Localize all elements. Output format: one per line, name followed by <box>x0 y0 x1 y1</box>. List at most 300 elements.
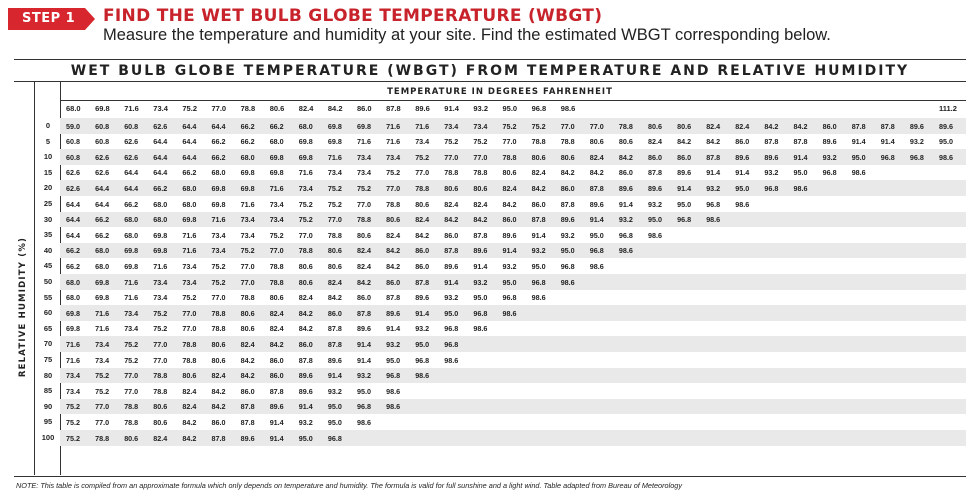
table-cell: 80.6 <box>240 324 255 334</box>
table-cell: 86.0 <box>386 277 401 287</box>
table-cell: 75.2 <box>124 339 139 349</box>
table-cell: 91.4 <box>444 277 459 287</box>
table-cell: 80.6 <box>153 402 168 412</box>
table-cell: 68.0 <box>153 199 168 209</box>
table-cell: 78.8 <box>618 121 633 131</box>
footnote: NOTE: This table is compiled from an approximate formula which only depends on temperature and humidity. The formula is valid for full sunshine and a light wind. Table adapted from Bureau of Meteorology <box>16 481 682 490</box>
table-cell: 93.2 <box>327 386 342 396</box>
table-cell: 87.8 <box>269 386 284 396</box>
table-cell: 68.0 <box>153 215 168 225</box>
table-cell: 77.0 <box>95 417 110 427</box>
table-cell: 87.8 <box>706 152 721 162</box>
table-cell: 68.0 <box>211 168 226 178</box>
table-cell: 80.6 <box>211 339 226 349</box>
table-cell: 73.4 <box>269 199 284 209</box>
table-cell: 87.8 <box>648 168 662 178</box>
rh-value: 40 <box>43 245 53 255</box>
temperature-header: 84.2 <box>327 104 343 113</box>
table-cell: 80.6 <box>502 168 517 178</box>
table-cell: 62.6 <box>124 137 139 147</box>
table-cell: 78.8 <box>182 355 197 365</box>
table-cell: 87.8 <box>240 402 255 412</box>
table-cell: 82.4 <box>589 152 604 162</box>
column-group-label: TEMPERATURE IN DEGREES FAHRENHEIT <box>387 87 613 97</box>
table-cell: 96.8 <box>531 277 546 287</box>
table-cell: 84.2 <box>386 246 401 256</box>
table-cell: 89.6 <box>939 121 953 131</box>
temperature-header: 111.2 <box>939 104 957 113</box>
table-cell: 96.8 <box>444 339 459 349</box>
temperature-header: 80.6 <box>269 104 285 113</box>
table-cell: 71.6 <box>182 246 197 256</box>
table-cell: 64.4 <box>182 137 197 147</box>
table-cell: 89.6 <box>677 168 692 178</box>
table-cell: 77.0 <box>327 215 342 225</box>
table-cell: 77.0 <box>473 152 488 162</box>
temperature-header: 78.8 <box>240 104 256 113</box>
table-cell: 96.8 <box>386 371 401 381</box>
table-cell: 77.0 <box>124 386 139 396</box>
table-cell: 75.2 <box>327 199 342 209</box>
temperature-header: 95.0 <box>502 104 518 113</box>
table-cell: 95.0 <box>648 215 662 225</box>
table-cell: 77.0 <box>269 246 284 256</box>
temperature-header: 89.6 <box>415 104 430 113</box>
table-cell: 80.6 <box>153 417 168 427</box>
table-cell: 84.2 <box>386 261 401 271</box>
table-cell: 84.2 <box>444 215 459 225</box>
table-cell: 73.4 <box>153 277 168 287</box>
table-cell: 86.0 <box>240 386 255 396</box>
table-cell: 82.4 <box>473 199 488 209</box>
table-cell: 80.6 <box>560 152 575 162</box>
table-cell: 84.2 <box>706 137 721 147</box>
table-cell: 91.4 <box>473 261 488 271</box>
table-cell: 96.8 <box>589 246 604 256</box>
table-cell: 77.0 <box>182 324 197 334</box>
table-cell: 82.4 <box>182 386 197 396</box>
table-cell: 77.0 <box>153 355 168 365</box>
table-cell: 66.2 <box>124 199 139 209</box>
table-title: WET BULB GLOBE TEMPERATURE (WBGT) FROM TEMPERATURE AND RELATIVE HUMIDITY <box>70 63 910 79</box>
table-cell: 73.4 <box>211 246 226 256</box>
table-cell: 95.0 <box>677 199 692 209</box>
divider-header <box>60 100 966 101</box>
table-cell: 77.0 <box>95 402 110 412</box>
table-cell: 89.6 <box>327 355 342 365</box>
table-cell: 68.0 <box>95 261 110 271</box>
table-cell: 89.6 <box>909 121 924 131</box>
table-cell: 91.4 <box>269 433 284 443</box>
table-cell: 75.2 <box>182 293 197 303</box>
table-cell: 96.8 <box>880 152 895 162</box>
table-cell: 68.0 <box>182 199 197 209</box>
table-cell: 73.4 <box>444 121 459 131</box>
table-cell: 69.8 <box>211 183 226 193</box>
table-cell: 93.2 <box>648 199 662 209</box>
table-cell: 69.8 <box>211 199 226 209</box>
rh-axis-divider <box>34 82 35 475</box>
table-cell: 87.8 <box>560 199 575 209</box>
table-cell: 78.8 <box>124 417 139 427</box>
table-cell: 71.6 <box>66 339 80 349</box>
table-cell: 84.2 <box>211 386 226 396</box>
table-cell: 95.0 <box>386 355 401 365</box>
table-cell: 75.2 <box>66 417 80 427</box>
table-cell: 69.8 <box>153 230 168 240</box>
table-cell: 91.4 <box>851 137 866 147</box>
temperature-header: 91.4 <box>444 104 459 113</box>
temperature-header: 71.6 <box>124 104 139 113</box>
table-cell: 95.0 <box>502 277 517 287</box>
table-cell: 77.0 <box>182 308 197 318</box>
table-cell: 93.2 <box>415 324 430 334</box>
table-cell: 84.2 <box>298 308 313 318</box>
table-cell: 98.6 <box>589 261 604 271</box>
divider-title <box>14 81 966 82</box>
table-cell: 77.0 <box>124 371 139 381</box>
table-cell: 86.0 <box>531 199 546 209</box>
table-cell: 64.4 <box>124 168 139 178</box>
table-cell: 69.8 <box>66 324 80 334</box>
table-cell: 84.2 <box>182 433 197 443</box>
rh-value: 65 <box>43 323 53 333</box>
temperature-header: 68.0 <box>66 104 81 113</box>
table-cell: 89.6 <box>386 308 401 318</box>
table-cell: 69.8 <box>269 168 284 178</box>
temperature-header: 98.6 <box>560 104 576 113</box>
table-cell: 89.6 <box>589 199 604 209</box>
temperature-header: 82.4 <box>298 104 314 113</box>
table-cell: 66.2 <box>211 137 226 147</box>
table-cell: 96.8 <box>560 261 575 271</box>
table-cell: 73.4 <box>240 230 255 240</box>
table-cell: 78.8 <box>211 308 226 318</box>
table-cell: 84.2 <box>677 137 692 147</box>
table-cell: 84.2 <box>415 230 430 240</box>
table-cell: 69.8 <box>95 277 110 287</box>
table-cell: 80.6 <box>473 183 488 193</box>
table-cell: 87.8 <box>880 121 895 131</box>
table-cell: 75.2 <box>95 371 110 381</box>
table-cell: 73.4 <box>95 339 110 349</box>
table-cell: 78.8 <box>124 402 139 412</box>
table-cell: 80.6 <box>677 121 692 131</box>
table-cell: 98.6 <box>618 246 633 256</box>
table-cell: 91.4 <box>269 417 284 427</box>
table-cell: 89.6 <box>473 246 488 256</box>
table-cell: 73.4 <box>357 152 371 162</box>
table-cell: 95.0 <box>793 168 808 178</box>
temperature-header: 93.2 <box>473 104 488 113</box>
table-cell: 98.6 <box>444 355 459 365</box>
table-cell: 87.8 <box>327 339 342 349</box>
table-cell: 87.8 <box>298 355 313 365</box>
table-cell: 84.2 <box>211 402 226 412</box>
table-cell: 87.8 <box>240 417 255 427</box>
table-cell: 64.4 <box>66 215 80 225</box>
table-cell: 91.4 <box>793 152 808 162</box>
table-cell: 64.4 <box>182 121 197 131</box>
table-cell: 84.2 <box>473 215 488 225</box>
table-cell: 84.2 <box>618 152 633 162</box>
table-cell: 71.6 <box>124 293 139 303</box>
table-cell: 95.0 <box>357 386 371 396</box>
table-cell: 73.4 <box>211 230 226 240</box>
table-cell: 80.6 <box>124 433 139 443</box>
table-cell: 82.4 <box>386 230 401 240</box>
table-cell: 95.0 <box>735 183 750 193</box>
table-cell: 93.2 <box>618 215 633 225</box>
table-cell: 87.8 <box>415 277 430 287</box>
table-cell: 75.2 <box>153 324 168 334</box>
table-cell: 68.0 <box>298 121 313 131</box>
table-cell: 71.6 <box>327 152 342 162</box>
table-cell: 91.4 <box>415 308 430 318</box>
rh-value: 5 <box>45 136 51 146</box>
step-badge: STEP 1 <box>8 8 85 30</box>
table-cell: 93.2 <box>502 261 517 271</box>
table-cell: 75.2 <box>327 183 342 193</box>
table-cell: 96.8 <box>473 308 488 318</box>
table-cell: 86.0 <box>357 293 371 303</box>
table-cell: 78.8 <box>269 261 284 271</box>
table-cell: 59.0 <box>66 121 80 131</box>
table-cell: 75.2 <box>211 261 226 271</box>
table-cell: 84.2 <box>764 121 779 131</box>
table-cell: 89.6 <box>822 137 837 147</box>
table-cell: 73.4 <box>298 183 313 193</box>
table-cell: 80.6 <box>648 121 662 131</box>
table-cell: 87.8 <box>386 293 401 303</box>
table-cell: 66.2 <box>95 230 110 240</box>
table-cell: 87.8 <box>851 121 866 131</box>
table-cell: 80.6 <box>386 215 401 225</box>
table-cell: 78.8 <box>327 230 342 240</box>
table-cell: 68.0 <box>95 246 110 256</box>
table-cell: 91.4 <box>502 246 517 256</box>
rh-value: 35 <box>43 230 53 240</box>
table-cell: 77.0 <box>357 199 371 209</box>
page-subtitle: Measure the temperature and humidity at your site. Find the estimated WBGT corresponding below. <box>103 26 831 44</box>
page-title: FIND THE WET BULB GLOBE TEMPERATURE (WBGT) <box>103 6 603 26</box>
table-cell: 84.2 <box>240 371 255 381</box>
table-cell: 84.2 <box>327 293 342 303</box>
table-cell: 80.6 <box>415 199 430 209</box>
table-cell: 86.0 <box>415 261 430 271</box>
table-cell: 69.8 <box>240 183 255 193</box>
table-cell: 60.8 <box>124 121 139 131</box>
table-cell: 89.6 <box>240 433 255 443</box>
table-cell: 96.8 <box>502 293 517 303</box>
table-cell: 80.6 <box>327 261 342 271</box>
table-cell: 75.2 <box>240 246 255 256</box>
table-cell: 98.6 <box>386 386 401 396</box>
table-cell: 87.8 <box>764 137 779 147</box>
rh-value: 90 <box>43 401 53 411</box>
table-cell: 82.4 <box>182 402 197 412</box>
table-cell: 98.6 <box>648 230 662 240</box>
table-cell: 80.6 <box>444 183 459 193</box>
table-cell: 84.2 <box>502 199 517 209</box>
table-cell: 77.0 <box>415 168 430 178</box>
table-cell: 69.8 <box>357 121 371 131</box>
table-cell: 71.6 <box>386 137 401 147</box>
table-cell: 82.4 <box>211 371 226 381</box>
table-cell: 68.0 <box>124 215 139 225</box>
table-cell: 73.4 <box>269 215 284 225</box>
table-cell: 77.0 <box>589 121 604 131</box>
table-cell: 71.6 <box>357 137 371 147</box>
table-cell: 82.4 <box>415 215 430 225</box>
table-cell: 66.2 <box>95 215 110 225</box>
table-cell: 89.6 <box>560 215 575 225</box>
table-cell: 95.0 <box>560 246 575 256</box>
table-cell: 95.0 <box>473 293 488 303</box>
table-cell: 93.2 <box>560 230 575 240</box>
table-cell: 87.8 <box>357 308 371 318</box>
table-cell: 82.4 <box>357 246 371 256</box>
table-cell: 71.6 <box>211 215 226 225</box>
table-cell: 93.2 <box>909 137 924 147</box>
table-cell: 96.8 <box>764 183 779 193</box>
table-cell: 75.2 <box>444 137 459 147</box>
table-cell: 95.0 <box>531 261 546 271</box>
table-cell: 93.2 <box>444 293 459 303</box>
table-cell: 69.8 <box>124 261 139 271</box>
table-cell: 87.8 <box>211 433 226 443</box>
table-cell: 71.6 <box>124 277 139 287</box>
table-cell: 91.4 <box>735 168 750 178</box>
table-cell: 71.6 <box>95 308 110 318</box>
table-cell: 78.8 <box>473 168 488 178</box>
temperature-header: 73.4 <box>153 104 168 113</box>
table-cell: 91.4 <box>880 137 895 147</box>
table-cell: 89.6 <box>298 386 313 396</box>
table-cell: 93.2 <box>473 277 488 287</box>
table-cell: 66.2 <box>240 121 255 131</box>
table-cell: 93.2 <box>822 152 837 162</box>
table-cell: 71.6 <box>240 199 255 209</box>
table-cell: 87.8 <box>793 137 808 147</box>
table-cell: 87.8 <box>473 230 488 240</box>
table-cell: 75.2 <box>269 230 284 240</box>
table-cell: 75.2 <box>298 199 313 209</box>
rh-value: 20 <box>43 183 53 193</box>
table-cell: 68.0 <box>66 293 80 303</box>
table-cell: 78.8 <box>269 277 284 287</box>
table-cell: 89.6 <box>502 230 517 240</box>
table-cell: 78.8 <box>444 168 459 178</box>
temperature-header: 69.8 <box>95 104 110 113</box>
table-cell: 86.0 <box>677 152 692 162</box>
table-cell: 93.2 <box>531 246 546 256</box>
table-cell: 69.8 <box>66 308 80 318</box>
table-cell: 64.4 <box>66 199 80 209</box>
table-cell: 75.2 <box>415 152 430 162</box>
table-cell: 89.6 <box>444 261 459 271</box>
table-cell: 64.4 <box>124 183 139 193</box>
table-cell: 93.2 <box>298 417 313 427</box>
rh-value: 85 <box>43 386 53 396</box>
table-cell: 91.4 <box>357 339 371 349</box>
table-cell: 96.8 <box>327 433 342 443</box>
table-cell: 86.0 <box>444 230 459 240</box>
table-cell: 60.8 <box>95 121 110 131</box>
table-cell: 84.2 <box>298 324 313 334</box>
table-cell: 82.4 <box>269 324 284 334</box>
table-cell: 93.2 <box>386 339 401 349</box>
table-cell: 86.0 <box>502 215 517 225</box>
table-cell: 60.8 <box>95 137 110 147</box>
table-cell: 73.4 <box>66 371 80 381</box>
table-cell: 98.6 <box>560 277 575 287</box>
table-cell: 82.4 <box>327 277 342 287</box>
table-cell: 86.0 <box>211 417 226 427</box>
table-cell: 60.8 <box>66 152 80 162</box>
table-cell: 75.2 <box>473 137 488 147</box>
table-cell: 69.8 <box>240 168 255 178</box>
table-cell: 87.8 <box>444 246 459 256</box>
table-cell: 91.4 <box>327 371 342 381</box>
table-cell: 66.2 <box>269 121 284 131</box>
table-cell: 62.6 <box>95 168 110 178</box>
table-cell: 77.0 <box>298 230 313 240</box>
table-cell: 82.4 <box>269 308 284 318</box>
table-cell: 73.4 <box>415 137 430 147</box>
table-cell: 84.2 <box>269 339 284 349</box>
table-cell: 75.2 <box>66 433 80 443</box>
table-cell: 87.8 <box>531 215 546 225</box>
table-cell: 93.2 <box>764 168 779 178</box>
table-cell: 78.8 <box>386 199 401 209</box>
table-cell: 64.4 <box>211 121 226 131</box>
table-cell: 80.6 <box>298 277 313 287</box>
table-cell: 69.8 <box>182 215 197 225</box>
table-cell: 89.6 <box>618 183 633 193</box>
table-cell: 82.4 <box>706 121 721 131</box>
table-cell: 77.0 <box>211 293 226 303</box>
table-cell: 89.6 <box>735 152 750 162</box>
table-cell: 84.2 <box>531 183 546 193</box>
table-cell: 78.8 <box>298 246 313 256</box>
table-cell: 80.6 <box>182 371 197 381</box>
table-cell: 62.6 <box>66 183 80 193</box>
table-cell: 73.4 <box>95 355 110 365</box>
table-cell: 98.6 <box>851 168 866 178</box>
table-cell: 69.8 <box>153 246 168 256</box>
rh-value: 95 <box>43 417 53 427</box>
table-cell: 89.6 <box>764 152 779 162</box>
table-cell: 78.8 <box>153 386 168 396</box>
table-cell: 96.8 <box>618 230 633 240</box>
table-cell: 69.8 <box>95 293 110 303</box>
table-cell: 98.6 <box>531 293 546 303</box>
table-cell: 78.8 <box>415 183 430 193</box>
table-cell: 73.4 <box>124 324 139 334</box>
table-cell: 98.6 <box>386 402 401 412</box>
table-cell: 73.4 <box>153 293 168 303</box>
table-cell: 89.6 <box>298 371 313 381</box>
table-cell: 78.8 <box>211 324 226 334</box>
table-cell: 71.6 <box>153 261 168 271</box>
rh-value: 30 <box>43 214 53 224</box>
table-cell: 78.8 <box>531 137 546 147</box>
table-cell: 91.4 <box>706 168 721 178</box>
table-cell: 91.4 <box>357 355 371 365</box>
table-cell: 82.4 <box>444 199 459 209</box>
table-cell: 98.6 <box>735 199 750 209</box>
